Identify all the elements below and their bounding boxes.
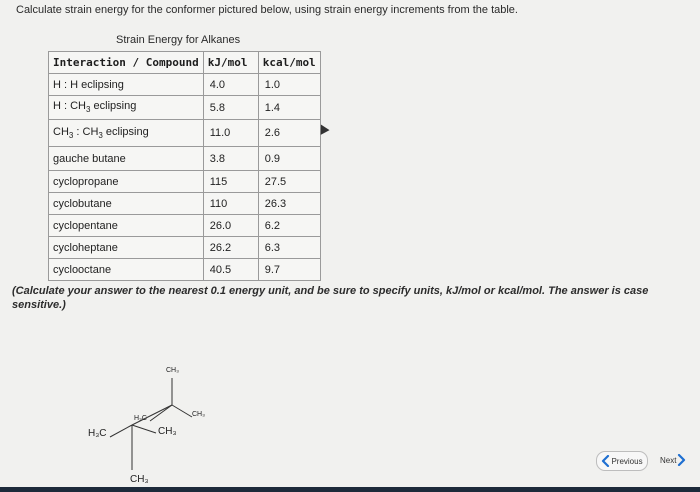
cell-kj: 26.2 — [203, 237, 258, 259]
table-row — [49, 237, 321, 259]
table-row — [49, 120, 321, 147]
column-header-interaction: Interaction / Compound — [49, 52, 204, 74]
strain-energy-table — [48, 51, 321, 281]
sawhorse-conformer-diagram — [70, 355, 230, 492]
cell-interaction: cyclobutane — [49, 193, 204, 215]
table-caption: Strain Energy for Alkanes — [116, 34, 241, 46]
table-row — [49, 215, 321, 237]
cell-kj: 40.5 — [203, 259, 258, 281]
label-top-methyl: CH₃ — [166, 367, 179, 374]
bond-back-left — [110, 425, 132, 437]
table-row — [49, 193, 321, 215]
cell-interaction: cycloheptane — [49, 237, 204, 259]
label-right-methyl: CH₃ — [158, 426, 177, 437]
cell-kj: 5.8 — [203, 96, 258, 120]
table-row — [49, 147, 321, 171]
cell-kj: 26.0 — [203, 215, 258, 237]
chevron-right-icon — [676, 454, 686, 466]
cell-kj: 3.8 — [203, 147, 258, 171]
cell-interaction: cyclopropane — [49, 171, 204, 193]
previous-label: Previous — [611, 456, 643, 466]
question-prompt: Calculate strain energy for the conformer pictured below, using strain energy increments from the table. — [16, 4, 518, 16]
cell-kcal: 1.4 — [258, 96, 320, 120]
cell-interaction: cyclopentane — [49, 215, 204, 237]
next-button[interactable] — [660, 451, 692, 469]
answer-instructions: (Calculate your answer to the nearest 0.1 energy unit, and be sure to specify units, kJ/mol or kcal/mol. The answer is case sensitive.) — [12, 285, 649, 311]
cell-kcal: 0.9 — [258, 147, 320, 171]
cell-kcal: 26.3 — [258, 193, 320, 215]
column-header-kj: kJ/mol — [203, 52, 258, 74]
bond-back-right — [132, 425, 156, 433]
table-row — [49, 74, 321, 96]
cell-kcal: 6.2 — [258, 215, 320, 237]
cell-kj: 110 — [203, 193, 258, 215]
cell-kcal: 1.0 — [258, 74, 320, 96]
label-upper-left-methyl: H₃C — [134, 415, 147, 422]
bottom-edge-bar — [0, 487, 700, 492]
conformer-bonds — [70, 355, 230, 492]
column-header-kcal: kcal/mol — [258, 52, 320, 74]
previous-button[interactable] — [596, 451, 648, 471]
cell-interaction: cyclooctane — [49, 259, 204, 281]
label-left-methyl: H₃C — [88, 428, 107, 439]
cell-interaction: H : H eclipsing — [49, 74, 204, 96]
cell-kcal: 2.6 — [258, 120, 320, 147]
cell-interaction: $CH_3$ : $CH_3$ eclipsing — [49, 120, 204, 147]
cell-kj: 4.0 — [203, 74, 258, 96]
table-row — [49, 171, 321, 193]
next-label: Next — [660, 455, 677, 465]
chevron-left-icon — [601, 455, 611, 467]
label-upper-right-methyl: CH₃ — [192, 411, 205, 418]
bond-front-right — [172, 405, 192, 417]
cell-kj: 115 — [203, 171, 258, 193]
cell-interaction: gauche butane — [49, 147, 204, 171]
table-header-row — [49, 52, 321, 74]
bond-front-left — [150, 405, 172, 421]
cell-interaction: H : $CH_3$ eclipsing — [49, 96, 204, 120]
cell-kcal: 6.3 — [258, 237, 320, 259]
table-row — [49, 96, 321, 120]
cell-kj: 11.0 — [203, 120, 258, 147]
table-row — [49, 259, 321, 281]
label-bottom-methyl: CH₃ — [130, 474, 149, 485]
cell-kcal: 9.7 — [258, 259, 320, 281]
cell-kcal: 27.5 — [258, 171, 320, 193]
